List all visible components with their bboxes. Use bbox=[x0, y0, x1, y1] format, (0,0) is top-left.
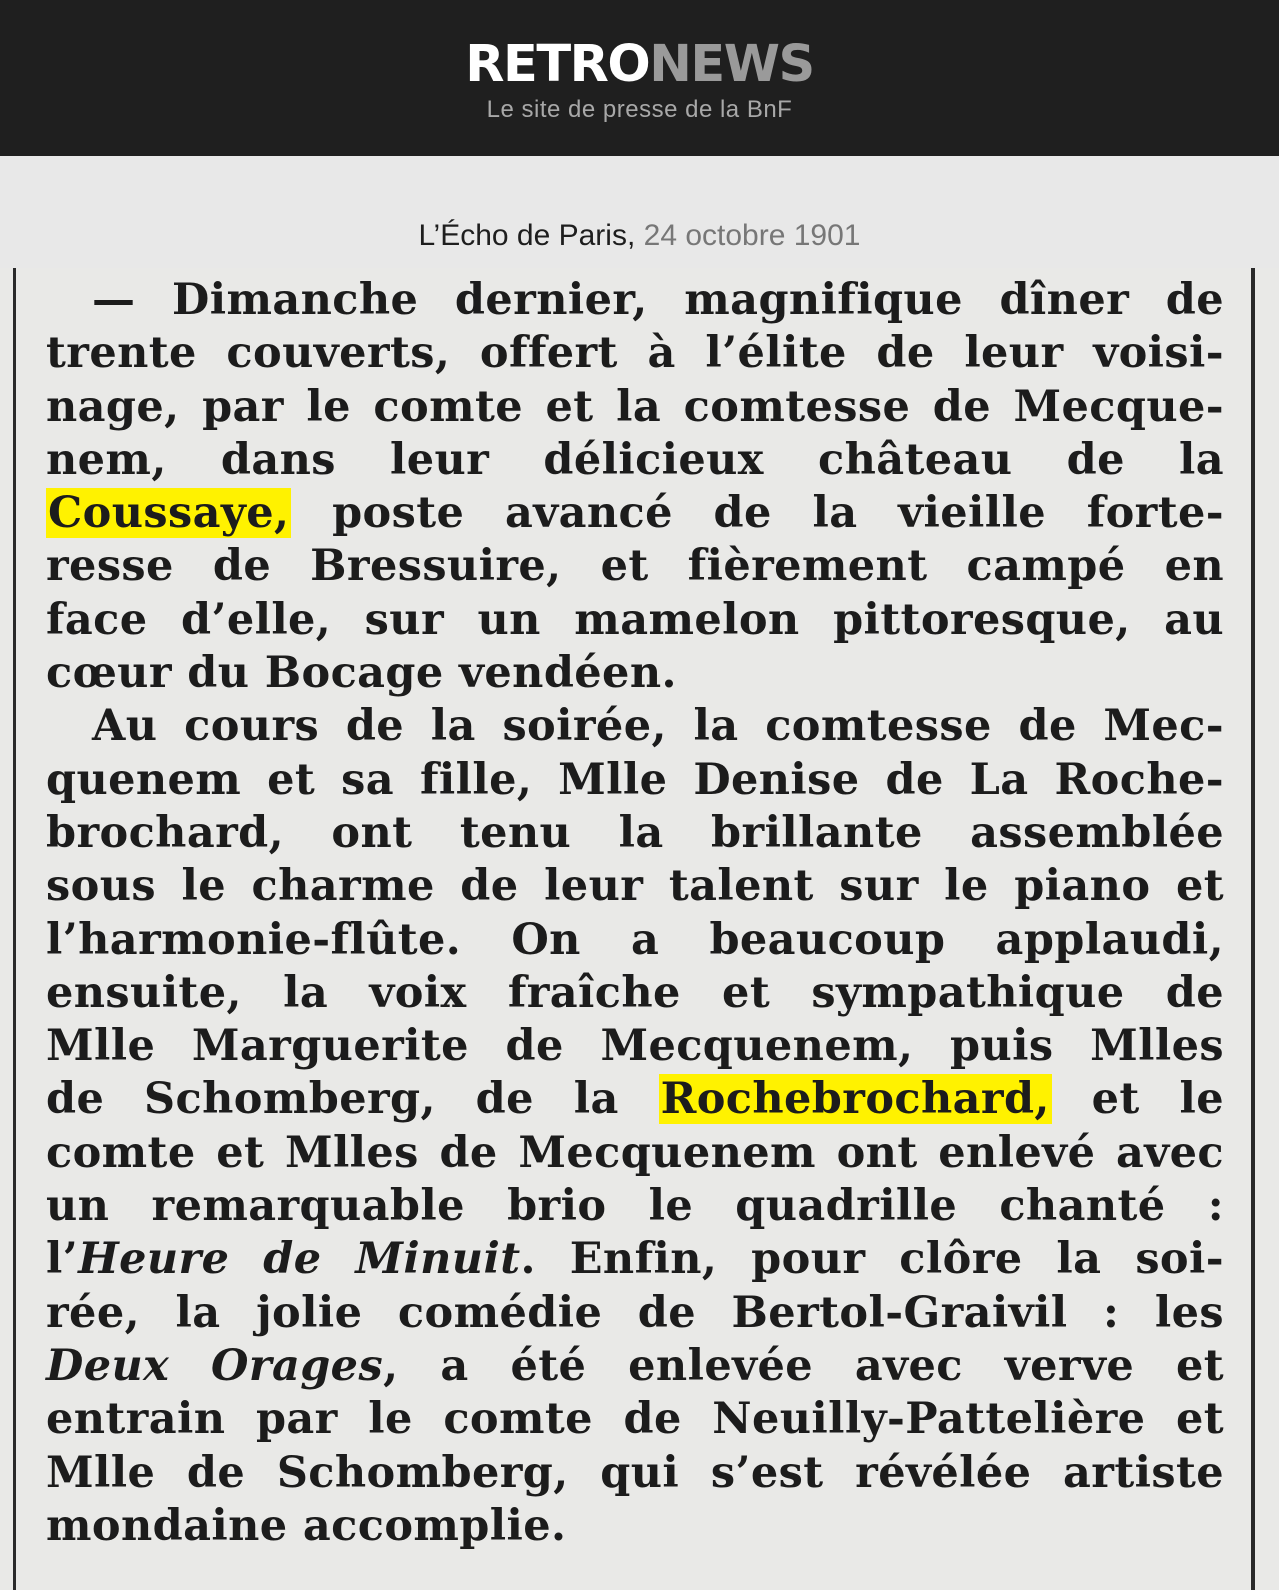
logo-retro: RETRO bbox=[465, 35, 650, 94]
publication-date: 24 octobre 1901 bbox=[643, 219, 861, 252]
line-text: et le bbox=[1051, 1074, 1224, 1125]
article-line bbox=[46, 434, 1224, 487]
column-rule-right bbox=[1251, 268, 1255, 1590]
logo-news: NEWS bbox=[649, 35, 814, 94]
line-text: Au cours de la soirée, la comtesse de Mec- bbox=[92, 701, 1224, 752]
line-text: l’ bbox=[46, 1234, 79, 1285]
line-text: quenem et sa fille, Mlle Denise de La Roche- bbox=[46, 754, 1224, 805]
article-line bbox=[46, 967, 1224, 1020]
article-line bbox=[46, 1020, 1224, 1073]
article-line bbox=[46, 1127, 1224, 1180]
line-text: face d’elle, sur un mamelon pittoresque, au bbox=[46, 594, 1224, 645]
article-line bbox=[46, 1340, 1224, 1393]
publication-name: L’Écho de Paris, bbox=[418, 219, 636, 252]
source-citation bbox=[0, 218, 1279, 254]
column-rule-left bbox=[13, 268, 16, 1590]
italic-title: Heure de Minuit bbox=[78, 1234, 521, 1285]
line-text: rée, la jolie comédie de Bertol-Graivil : les bbox=[46, 1287, 1224, 1338]
article-line bbox=[46, 700, 1224, 753]
line-text: comte et Mlles de Mecquenem ont enlevé avec bbox=[46, 1127, 1224, 1178]
article-line bbox=[46, 1500, 1224, 1553]
article-line bbox=[46, 327, 1224, 380]
line-text: ensuite, la voix fraîche et sympathique de bbox=[46, 967, 1224, 1018]
line-text: . Enfin, pour clôre la soi- bbox=[520, 1234, 1224, 1285]
line-text: de Schomberg, de la bbox=[46, 1074, 659, 1125]
search-highlight: Coussaye, bbox=[48, 488, 290, 539]
site-tagline: Le site de presse de la BnF bbox=[486, 96, 793, 123]
line-text: trente couverts, offert à l’élite de leur voisi- bbox=[46, 328, 1224, 379]
line-text: , a été enlevée avec verve et bbox=[383, 1340, 1225, 1391]
article-line bbox=[46, 1073, 1224, 1126]
retronews-logo[interactable] bbox=[0, 36, 1279, 94]
line-text: un remarquable brio le quadrille chanté : bbox=[46, 1181, 1224, 1232]
search-highlight: Rochebrochard, bbox=[660, 1074, 1050, 1125]
italic-title: Deux Orages bbox=[46, 1340, 384, 1391]
line-text: Mlle Marguerite de Mecquenem, puis Mlles bbox=[46, 1021, 1224, 1072]
article-line bbox=[46, 1233, 1224, 1286]
line-text: brochard, ont tenu la brillante assemblée bbox=[46, 807, 1224, 858]
source-bar bbox=[0, 156, 1279, 268]
newspaper-clipping bbox=[0, 268, 1279, 1590]
line-text: sous le charme de leur talent sur le piano et bbox=[46, 861, 1224, 912]
article-line bbox=[46, 1393, 1224, 1446]
line-text: nem, dans leur délicieux château de la bbox=[46, 434, 1224, 485]
line-text: entrain par le comte de Neuilly-Pattelière et bbox=[46, 1394, 1224, 1445]
line-text: nage, par le comte et la comtesse de Mecque- bbox=[46, 381, 1224, 432]
line-text: l’harmonie-flûte. On a beaucoup applaudi, bbox=[46, 914, 1224, 965]
article-line bbox=[46, 487, 1224, 540]
article-line bbox=[46, 807, 1224, 860]
article-line bbox=[46, 594, 1224, 647]
article-line bbox=[46, 647, 1224, 700]
site-header bbox=[0, 0, 1279, 156]
line-text: resse de Bressuire, et fièrement campé en bbox=[46, 541, 1224, 592]
line-text: — Dimanche dernier, magnifique dîner de bbox=[92, 275, 1224, 325]
article-line bbox=[46, 274, 1224, 327]
line-text: mondaine accomplie. bbox=[46, 1500, 567, 1551]
article-text bbox=[46, 274, 1224, 1553]
article-line bbox=[46, 1287, 1224, 1340]
line-text: cœur du Bocage vendéen. bbox=[46, 648, 677, 699]
article-line bbox=[46, 1180, 1224, 1233]
line-text: poste avancé de la vieille forte- bbox=[291, 488, 1224, 539]
line-text: Mlle de Schomberg, qui s’est révélée artiste bbox=[46, 1447, 1224, 1498]
article-line bbox=[46, 540, 1224, 593]
article-line bbox=[46, 914, 1224, 967]
article-line bbox=[46, 1447, 1224, 1500]
article-line bbox=[46, 754, 1224, 807]
article-line bbox=[46, 381, 1224, 434]
article-line bbox=[46, 860, 1224, 913]
